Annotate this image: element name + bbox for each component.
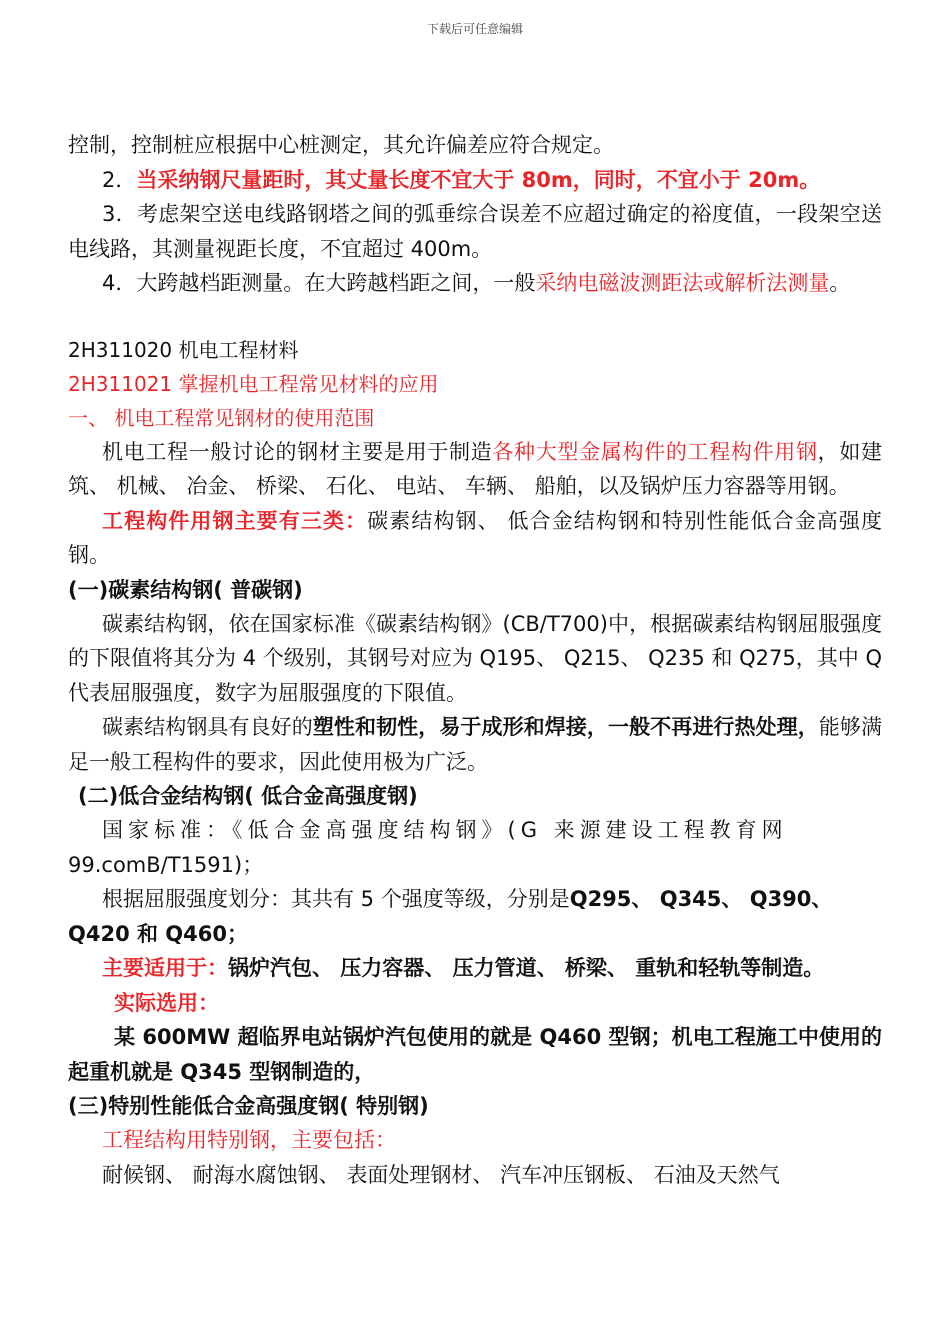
bold-text: 塑性和韧性，易于成形和焊接，一般不再进行热处理， <box>312 715 819 739</box>
paragraph <box>68 266 882 301</box>
paragraph <box>68 710 882 779</box>
spacer <box>68 301 882 333</box>
text: 能够满足一般工程构件的要求，因此使用极为广泛。 <box>68 715 883 774</box>
paragraph <box>68 951 882 986</box>
paragraph <box>68 435 882 504</box>
text: 碳素结构钢具有良好的 <box>102 715 313 739</box>
highlight-text: 当采纳钢尺量距时，其丈量长度不宜大于 80m，同时，不宜小于 20m。 <box>136 167 821 192</box>
paragraph <box>68 882 882 917</box>
highlight-paragraph: 工程结构用特别钢，主要包括： <box>102 1128 396 1152</box>
heading-1: 一、 机电工程常见钢材的使用范围 <box>68 405 375 430</box>
heading-low-alloy-steel: (二)低合金结构钢( 低合金高强度钢) <box>78 784 418 808</box>
practical-label: 实际选用： <box>114 990 219 1015</box>
paragraph: 耐候钢、 耐海水腐蚀钢、 表面处理钢材、 汽车冲压钢板、 石油及天然气 <box>102 1162 780 1187</box>
highlight-text: 采纳电磁波测距法或解析法测量 <box>535 271 830 295</box>
paragraph <box>68 504 882 573</box>
text: 根据屈服强度划分：其共有 5 个强度等级，分别是 <box>102 887 570 911</box>
paragraph: 碳素结构钢，依在国家标准《碳素结构钢》(CB/T700)中，根据碳素结构钢屈服强度的下限值将其分为 4 个级别，其钢号对应为 Q195、 Q215、 Q235 和 Q275，其中 Q 代表屈服强度，数字为屈服强度的下限值。 <box>68 611 882 705</box>
text: 机电工程一般讨论的钢材主要是用于制造 <box>102 439 493 464</box>
heading-carbon-steel: (一)碳素结构钢( 普碳钢) <box>68 577 303 602</box>
list-number: 2． <box>102 167 137 192</box>
paragraph: 99.comB/T1591)； <box>68 852 264 877</box>
page-header: 下载后可任意编辑 <box>426 22 523 36</box>
heading-special-steel: (三)特别性能低合金高强度钢( 特别钢) <box>68 1094 429 1118</box>
document-body <box>68 128 882 1192</box>
paragraph: Q420 和 Q460； <box>68 921 248 946</box>
highlight-text: 主要适用于： <box>102 956 228 980</box>
paragraph: 国家标准：《低合金高强度结构钢》(G 来源建设工程教育网 <box>102 818 788 842</box>
paragraph <box>68 163 882 198</box>
highlight-text: 工程构件用钢主要有三类： <box>102 508 368 533</box>
paragraph: 控制，控制桩应根据中心桩测定，其允许偏差应符合规定。 <box>68 133 614 157</box>
text: 4．大跨越档距测量。在大跨越档距之间，一般 <box>102 271 536 295</box>
text: ，如建筑、 机械、 冶金、 桥梁、 石化、 电站、 车辆、 船舶，以及锅炉压力容器等用钢。 <box>68 439 883 498</box>
subsection-title: 2H311021 掌握机电工程常见材料的应用 <box>68 371 439 396</box>
text: 碳素结构钢、 低合金结构钢和特别性能低合金高强度钢。 <box>68 508 882 567</box>
section-code-title: 2H311020 机电工程材料 <box>68 337 299 362</box>
paragraph: 3．考虑架空送电线路钢塔之间的弧垂综合误差不应超过确定的裕度值，一段架空送电线路，其测量视距长度，不宜超过 400m。 <box>68 202 882 261</box>
bold-text: 锅炉汽包、 压力容器、 压力管道、 桥梁、 重轨和轻轨等制造。 <box>228 956 825 980</box>
text: 。 <box>829 271 851 295</box>
bold-text: Q295、 Q345、 Q390、 <box>569 887 833 911</box>
paragraph: 某 600MW 超临界电站锅炉汽包使用的就是 Q460 型钢；机电工程施工中使用的起重机就是 Q345 型钢制造的， <box>68 1025 882 1084</box>
highlight-text: 各种大型金属构件的工程构件用钢 <box>492 439 818 464</box>
